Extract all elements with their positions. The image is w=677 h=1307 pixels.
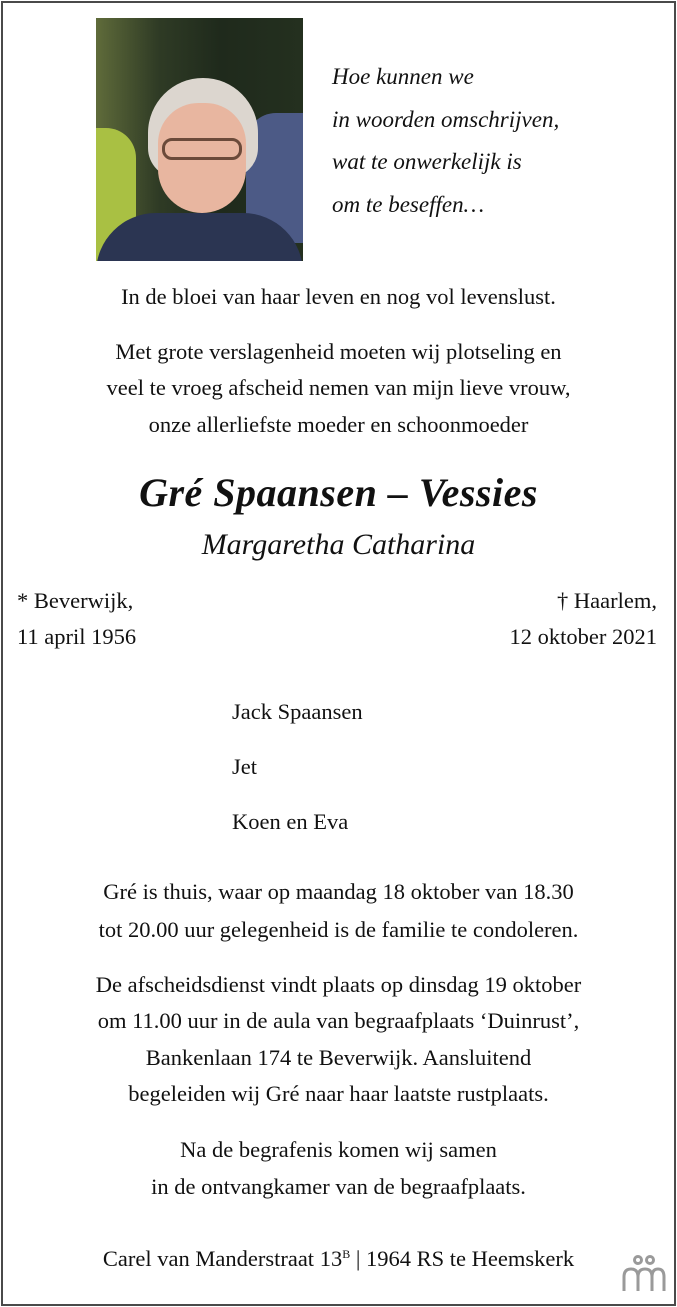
announcement-line: onze allerliefste moeder en schoonmoeder: [148, 412, 529, 437]
after-line: Na de begrafenis komen wij samen: [180, 1137, 497, 1162]
address-rest: | 1964 RS te Heemskerk: [350, 1246, 575, 1271]
deceased-full-name: Margaretha Catharina: [201, 528, 476, 561]
family-member: Koen en Eva: [232, 809, 349, 834]
family-logo-icon: [620, 1255, 666, 1293]
address: [0, 1248, 677, 1271]
family-member: Jet: [232, 754, 257, 779]
quote-line: Hoe kunnen we: [332, 64, 474, 89]
birth-place: * Beverwijk,: [17, 588, 134, 613]
announcement-line: Met grote verslagenheid moeten wij plotseling en: [115, 339, 562, 364]
service-line: Bankenlaan 174 te Beverwijk. Aansluitend: [145, 1045, 532, 1070]
deceased-name: Gré Spaansen – Vessies: [139, 470, 538, 515]
service-line: begeleiden wij Gré naar haar laatste rustplaats.: [128, 1081, 549, 1106]
death-date: 12 oktober 2021: [509, 624, 657, 649]
quote-line: in woorden omschrijven,: [332, 107, 560, 132]
address-street: Carel van Manderstraat 13: [102, 1246, 343, 1271]
family-member: Jack Spaansen: [232, 699, 363, 724]
condolence-line: Gré is thuis, waar op maandag 18 oktober van 18.30: [103, 879, 574, 904]
intro-text: In de bloei van haar leven en nog vol levenslust.: [121, 284, 556, 309]
after-line: in de ontvangkamer van de begraafplaats.: [151, 1174, 526, 1199]
birth-date: 11 april 1956: [17, 624, 137, 649]
quote-line: om te beseffen…: [332, 192, 485, 217]
address-suffix: B: [342, 1247, 351, 1261]
condolence-line: tot 20.00 uur gelegenheid is de familie te condoleren.: [98, 917, 579, 942]
service-line: om 11.00 uur in de aula van begraafplaats ‘Duinrust’,: [97, 1008, 580, 1033]
portrait-photo: [96, 18, 303, 261]
quote-line: wat te onwerkelijk is: [332, 149, 522, 174]
announcement-line: veel te vroeg afscheid nemen van mijn lieve vrouw,: [106, 375, 571, 400]
service-line: De afscheidsdienst vindt plaats op dinsdag 19 oktober: [95, 972, 582, 997]
death-place: † Haarlem,: [557, 588, 657, 613]
